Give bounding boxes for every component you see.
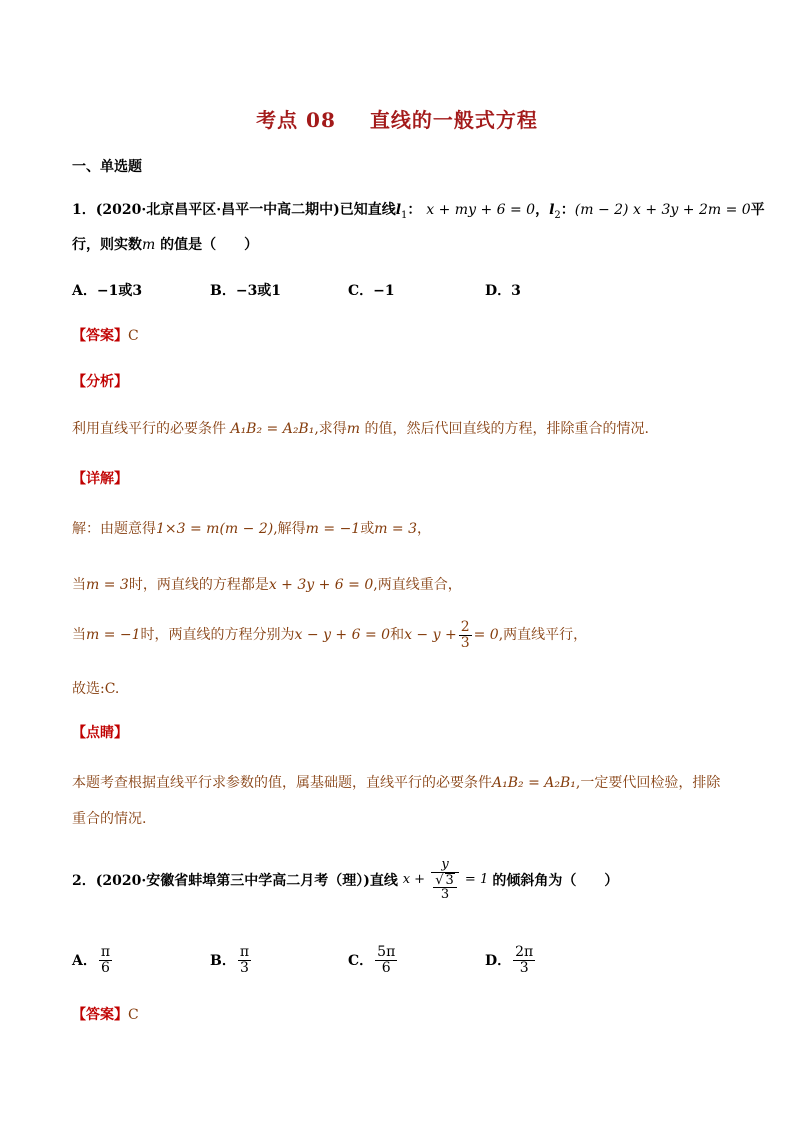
section-heading: 一、单选题 <box>72 159 142 175</box>
q1-line2-equation: (m − 2) x + 3y + 2m = 0 <box>574 202 751 218</box>
q2-option-d: D． $\frac{2\pi}{3}$ <box>485 944 534 976</box>
q1-option-c: C．−1 <box>348 283 395 299</box>
analysis-label: 【分析】 <box>72 374 128 390</box>
answer-label: 【答案】 <box>72 1007 128 1023</box>
q2-stem: 2．(2020·安徽省蚌埠第三中学高二月考（理）)直线 x + $\frac{y}{\frac{√ 3}{3}}$ = 1 的倾斜角为（ ） <box>72 857 619 903</box>
fraction-two-thirds: $\frac{2}{3}$ <box>460 619 470 651</box>
q1-stem-line1: 1．(2020·北京昌平区·昌平一中高二期中)已知直线$l_1$： x + my + 6 = 0，$l_2$：(m − 2) x + 3y + 2m = 0平 <box>72 202 765 221</box>
detail-line-3: 当m = −1时，两直线的方程分别为x − y + 6 = 0和x − y + $\frac{2}{3}$ = 0,两直线平行， <box>72 619 588 651</box>
answer-value: C <box>128 328 139 344</box>
q1-answer <box>72 325 139 345</box>
q2-equation: x + $\frac{y}{\frac{√ 3}{3}}$ = 1 <box>402 857 489 903</box>
title-topic-name: 直线的一般式方程 <box>369 108 538 132</box>
q1-option-a: A．−1或3 <box>72 283 143 299</box>
answer-label: 【答案】 <box>72 328 128 344</box>
q1-option-d: D．3 <box>485 283 521 299</box>
point-label: 【点睛】 <box>72 725 128 741</box>
point-line-1: 本题考查根据直线平行求参数的值，属基础题，直线平行的必要条件A₁B₂ = A₂B₁,一定要代回检验，排除 <box>72 775 721 791</box>
q1-line1-equation: x + my + 6 = 0 <box>426 202 536 218</box>
detail-line-2: 当m = 3时，两直线的方程都是x + 3y + 6 = 0,两直线重合， <box>72 577 462 593</box>
q2-option-a: A． $\frac{\pi}{6}$ <box>72 944 111 976</box>
analysis-text: 利用直线平行的必要条件 A₁B₂ = A₂B₁,求得m 的值，然后代回直线的方程，排除重合的情况. <box>72 421 649 437</box>
q2-option-b: B． $\frac{\pi}{3}$ <box>210 944 250 976</box>
q2-answer <box>72 1004 139 1024</box>
point-line-2: 重合的情况. <box>72 811 147 827</box>
q1-option-b: B．−3或1 <box>210 283 282 299</box>
q2-option-c: C． $\frac{5\pi}{6}$ <box>348 944 396 976</box>
detail-line-4: 故选:C. <box>72 681 120 697</box>
detail-label: 【详解】 <box>72 471 128 487</box>
title-topic-number: 考点 08 <box>256 108 336 132</box>
q1-stem-line2: 行，则实数m 的值是（ ） <box>72 237 259 253</box>
answer-value: C <box>128 1007 139 1023</box>
detail-line-1: 解：由题意得1×3 = m(m − 2),解得m = −1或m = 3， <box>72 521 432 537</box>
page-title <box>0 104 794 133</box>
